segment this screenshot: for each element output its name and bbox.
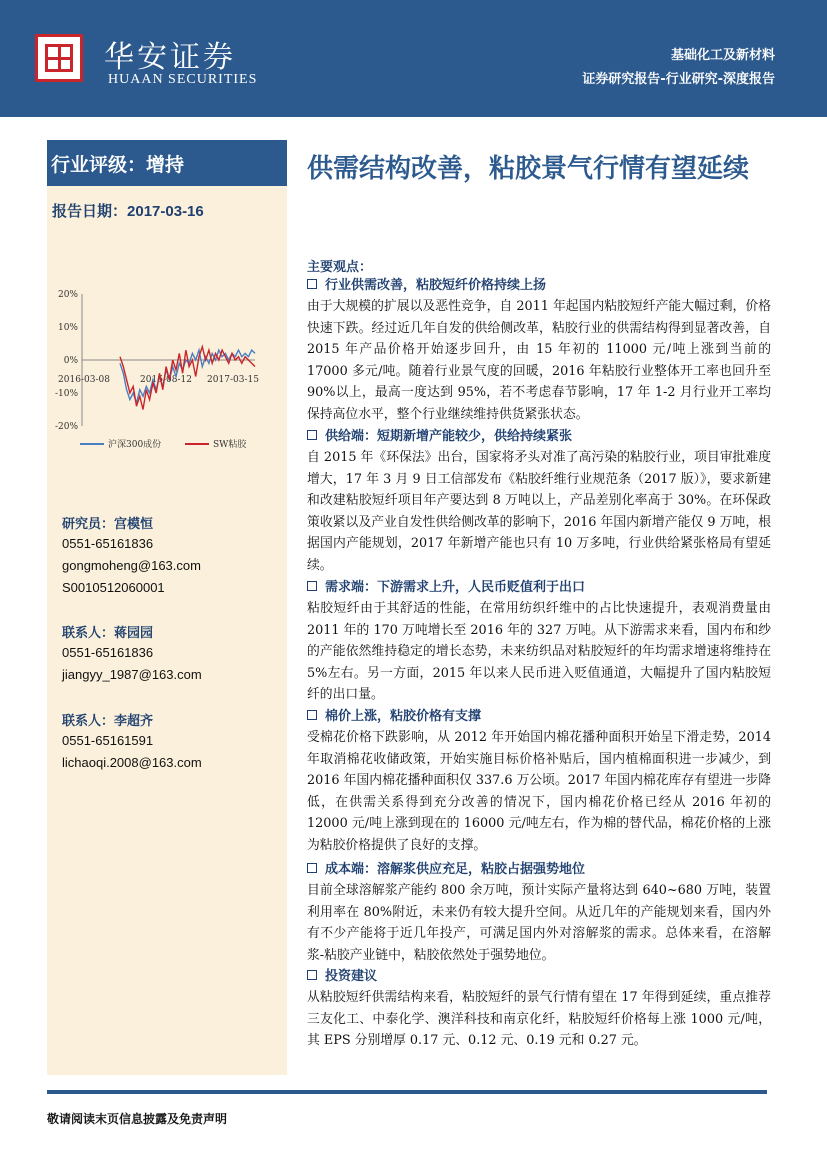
y-tick-label: 20% xyxy=(57,290,78,300)
analyst-email[interactable]: gongmoheng@163.com xyxy=(62,558,201,573)
section-heading-text: 棉价上涨，粘胶价格有支撑 xyxy=(325,709,482,724)
section-body: 自 2015 年《环保法》出台，国家将矛头对准了高污染的粘胶行业，项目审批难度增大，17 年 3 月 9 日工信部发布《粘胶纤维行业规范条（2017 版）》，要求新建和改建粘胶短纤项目年产要达到 8 万吨以上，产品差别化率高于 30%。在环保政策收紧以及产业自发性供给侧改革的影响下，2016 年国内新增产能仅 9 万吨，根据国内产能规划，2017 年新增产能也只有 10 万多吨，行业供给紧张格局有望延续。 xyxy=(307,450,771,573)
analyst-phone: 0551-65161836 xyxy=(62,536,154,551)
contact1-label: 联系人：蒋园园 xyxy=(62,626,154,641)
checkbox-icon xyxy=(307,710,317,720)
section-heading-text: 行业供需改善，粘胶短纤价格持续上扬 xyxy=(325,278,547,293)
section-body: 从粘胶短纤供需结构来看，粘胶短纤的景气行情有望在 17 年得到延续，重点推荐三友化工、中泰化学、澳洋科技和南京化纤，粘胶短纤价格每上涨 1000 元/吨，其 EPS 分别增厚 0.17 元、0.12 元、0.19 元和 0.27 元。 xyxy=(307,990,771,1049)
section-heading-text: 投资建议 xyxy=(325,969,378,984)
report-type: 证券研究报告-行业研究-深度报告 xyxy=(582,72,775,87)
chart-canvas xyxy=(50,280,285,455)
performance-chart xyxy=(50,280,285,455)
y-tick-label: -20% xyxy=(54,422,78,432)
x-tick-label: 2017-03-15 xyxy=(207,375,259,385)
y-tick-label: -10% xyxy=(54,389,78,399)
key-points-label: 主要观点： xyxy=(307,260,373,275)
checkbox-icon xyxy=(307,581,317,591)
section-supply-demand xyxy=(307,275,771,426)
section-body: 目前全球溶解浆产能约 800 余万吨，预计实际产量将达到 640~680 万吨，装置利用率在 80%附近，未来仍有较大提升空间。从近几年的产能规划来看，国内外有不少产能将于近几年投产，可满足国内外对溶解浆的需求。总体来看，在溶解浆-粘胶产业链中，粘胶依然处于强势地位。 xyxy=(307,883,771,963)
x-tick-label: 2016-08-12 xyxy=(140,375,192,385)
section-heading-text: 供给端：短期新增产能较少，供给持续紧张 xyxy=(325,429,573,444)
checkbox-icon xyxy=(307,279,317,289)
section-heading xyxy=(307,426,771,447)
legend-label: SW粘胶 xyxy=(213,440,247,450)
checkbox-icon xyxy=(307,430,317,440)
report-category: 基础化工及新材料 xyxy=(670,48,775,63)
y-tick-label: 0% xyxy=(63,356,78,366)
x-tick-label: 2016-03-08 xyxy=(58,375,110,385)
legend-label: 沪深300成份 xyxy=(108,440,162,450)
contact2-label: 联系人：李超齐 xyxy=(62,714,154,729)
section-supply-side xyxy=(307,426,771,577)
checkbox-icon xyxy=(307,970,317,980)
section-body: 粘胶短纤由于其舒适的性能，在常用纺织纤维中的占比快速提升，表观消费量由 2011 年的 170 万吨增长至 2016 年的 327 万吨。从下游需求来看，国内布和纱的产能依然维持稳定的增长态势，未来纺织品对粘胶短纤的年均需求增速将维持在 5%左右。另一方面，2015 年以来人民币进入贬值通道，大幅提升了国内粘胶短纤的出口量。 xyxy=(307,601,771,703)
section-cotton-price xyxy=(307,706,771,857)
analyst-cert: S0010512060001 xyxy=(62,580,165,595)
contact2-phone: 0551-65161591 xyxy=(62,733,154,748)
analyst-label: 研究员：宫模恒 xyxy=(62,517,154,532)
logo-text-cn: 华安证券 xyxy=(104,40,236,75)
section-heading-text: 成本端：溶解浆供应充足，粘胶占据强势地位 xyxy=(325,862,586,877)
contact1-email[interactable]: jiangyy_1987@163.com xyxy=(62,667,202,682)
logo-mark-icon xyxy=(35,34,83,82)
section-body: 由于大规模的扩展以及恶性竞争，自 2011 年起国内粘胶短纤产能大幅过剩，价格快速下跌。经过近几年自发的供给侧改革，粘胶行业的供需结构得到显著改善，自 2015 年产品价格开始逐步回升，由 15 年初的 11000 元/吨上涨到当前的 17000 多元/吨。随着行业景气度的回暖，2016 年粘胶行业整体开工率也回升至 90%以上，最高一度达到 95%，若不考虑春节影响，17 年 1-2 月行业开工率均保持高位水平，整个行业继续维持供货紧张状态。 xyxy=(307,299,771,422)
section-heading xyxy=(307,706,771,727)
checkbox-icon xyxy=(307,863,317,873)
section-demand-side xyxy=(307,577,771,706)
report-date xyxy=(52,200,204,221)
y-tick-label: 10% xyxy=(57,323,78,333)
section-heading xyxy=(307,966,771,987)
section-heading xyxy=(307,859,771,880)
section-heading-text: 需求端：下游需求上升，人民币贬值利于出口 xyxy=(325,580,586,595)
section-cost-side xyxy=(307,859,771,966)
section-heading xyxy=(307,275,771,296)
logo-text-en: HUAAN SECURITIES xyxy=(108,72,258,87)
section-body: 受棉花价格下跌影响，从 2012 年开始国内棉花播种面积开始呈下滑走势，2014 年取消棉花收储政策，开始实施目标价格补贴后，国内植棉面积进一步减少，到 2016 年国内棉花播种面积仅 337.6 万公顷。2017 年国内棉花库存有望进一步降低，在供需关系得到充分改善的情况下，国内棉花价格已经从 2016 年初的 12000 元/吨上涨到现在的 16000 元/吨左右，作为棉的替代品，棉花价格的上涨为粘胶价格提供了良好的支撑。 xyxy=(307,730,771,853)
report-title: 供需结构改善，粘胶景气行情有望延续 xyxy=(307,154,750,184)
page-header xyxy=(0,0,827,117)
contact1-phone: 0551-65161836 xyxy=(62,645,154,660)
report-date-label: 报告日期： xyxy=(52,202,128,220)
section-heading xyxy=(307,577,771,598)
footer-divider xyxy=(47,1090,767,1094)
footer-disclaimer[interactable]: 敬请阅读末页信息披露及免责声明 xyxy=(47,1112,228,1126)
report-date-value: 2017-03-16 xyxy=(127,203,204,220)
contact2-email[interactable]: lichaoqi.2008@163.com xyxy=(62,755,202,770)
industry-rating: 行业评级：增持 xyxy=(47,140,287,186)
section-investment xyxy=(307,966,771,1052)
